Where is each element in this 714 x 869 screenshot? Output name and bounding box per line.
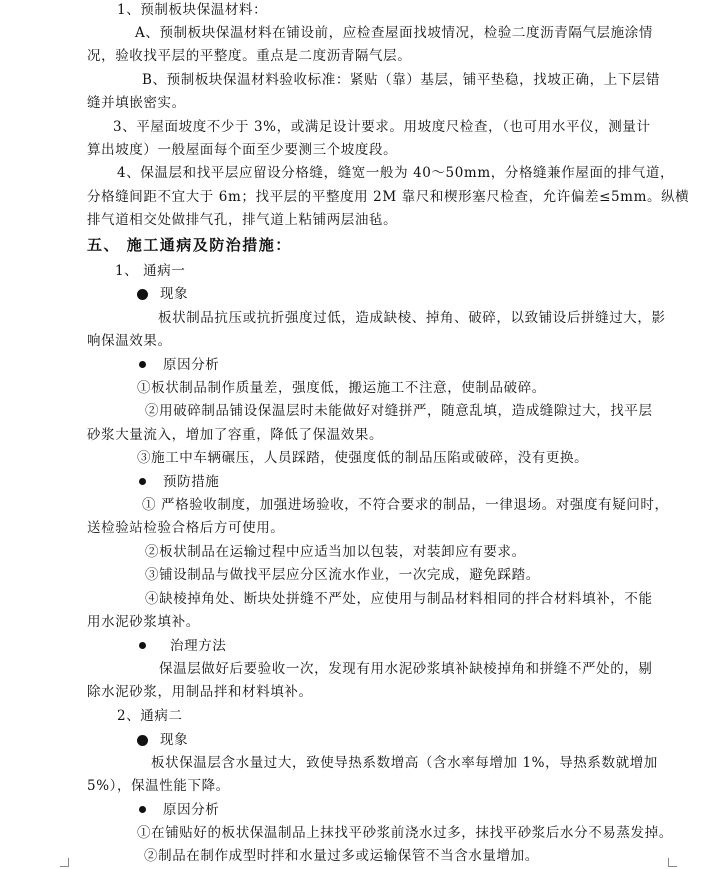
text-line: ④缺棱掉角处、断块处拼缝不严处，应使用与制品材料相同的拌合材料填补，不能 bbox=[145, 591, 653, 607]
text-line: 板状保温层含水量过大，致使导热系数增高（含水率每增加 1%，导热系数就增加 bbox=[151, 755, 658, 771]
text-line: ③铺设制品与做找平层应分区流水作业，一次完成，避免踩踏。 bbox=[145, 567, 540, 583]
text-line: ③施工中车辆碾压，人员踩踏，使强度低的制品压陷或破碎，没有更换。 bbox=[137, 450, 589, 466]
text-line: 况，验收找平层的平整度。重点是二度沥青隔气层。 bbox=[87, 48, 412, 64]
text-line: 预防措施 bbox=[163, 474, 220, 490]
text-line: 板状制品抗压或抗折强度过低，造成缺棱、掉角、破碎，以致铺设后拼缝过大，影 bbox=[158, 310, 666, 326]
text-line: 4、保温层和找平层应留设分格缝，缝宽一般为 40～50mm，分格缝兼作屋面的排气道， bbox=[117, 165, 675, 181]
bullet-icon bbox=[139, 642, 146, 649]
text-line: 保温层做好后要验收一次，发现有用水泥砂浆填补缺棱掉角和拼缝不严处的，剔 bbox=[159, 661, 653, 677]
text-line: 1、预制板块保温材料： bbox=[117, 2, 268, 18]
text-line: 除水泥砂浆，用制品拌和材料填补。 bbox=[87, 684, 313, 700]
text-line: A、预制板块保温材料在铺设前，应检查屋面找坡情况，检验二度沥青隔气层施涂情 bbox=[135, 25, 653, 41]
text-line: 治理方法 bbox=[170, 638, 227, 654]
page-corner-mark-left bbox=[60, 858, 69, 867]
bullet-icon bbox=[137, 735, 148, 746]
text-line: 用水泥砂浆填补。 bbox=[87, 614, 200, 630]
text-line: 缝并填嵌密实。 bbox=[87, 95, 186, 111]
text-line: 现象 bbox=[160, 732, 189, 748]
text-line: 现象 bbox=[160, 286, 189, 302]
bullet-icon bbox=[137, 289, 148, 300]
bullet-icon bbox=[139, 478, 146, 485]
text-line: 原因分析 bbox=[163, 802, 220, 818]
text-line: ①在铺贴好的板状保温制品上抹找平砂浆前浇水过多，抹找平砂浆后水分不易蒸发掉。 bbox=[137, 825, 673, 841]
section-heading: 五、 施工通病及防治措施： bbox=[87, 236, 292, 254]
text-line: ① 严格验收制度，加强进场验收，不符合要求的制品，一律退场。对强度有疑问时， bbox=[142, 497, 669, 513]
text-line: 响保温效果。 bbox=[87, 333, 172, 349]
text-line: 分格缝间距不宜大于 6m；找平层的平整度用 2M 靠尺和楔形塞尺检查，允许偏差≤5mm。纵横 bbox=[87, 189, 690, 205]
page-corner-mark-right bbox=[668, 858, 677, 867]
text-line: B、预制板块保温材料验收标准：紧贴（靠）基层，铺平垫稳，找坡正确，上下层错 bbox=[142, 72, 661, 88]
text-line: 原因分析 bbox=[163, 357, 220, 373]
text-line: ②制品在制作成型时拌和水量过多或运输保管不当含水量增加。 bbox=[144, 848, 539, 864]
text-line: 送检验站检验合格后方可使用。 bbox=[87, 520, 285, 536]
text-line: ①板状制品制作质量差，强度低，搬运施工不注意，使制品破碎。 bbox=[137, 380, 546, 396]
text-line: ②板状制品在运输过程中应适当加以包装，对装卸应有要求。 bbox=[145, 544, 526, 560]
bullet-icon bbox=[139, 806, 146, 813]
text-line: 3、平屋面坡度不少于 3%，或满足设计要求。用坡度尺检查，（也可用水平仪，测量计 bbox=[113, 119, 651, 135]
text-line: 5%），保温性能下降。 bbox=[87, 778, 230, 794]
text-line: 2、通病二 bbox=[117, 708, 183, 724]
text-line: 算出坡度）一般屋面每个面至少要测三个坡度段。 bbox=[87, 142, 398, 158]
text-line: 砂浆大量流入，增加了容重，降低了保温效果。 bbox=[87, 427, 384, 443]
text-line: ②用破碎制品铺设保温层时未能做好对缝拼严，随意乱填，造成缝隙过大，找平层 bbox=[145, 403, 653, 419]
text-line: 1、 通病一 bbox=[115, 263, 186, 279]
text-line: 排气道相交处做排气孔，排气道上粘铺两层油毡。 bbox=[87, 212, 398, 228]
bullet-icon bbox=[139, 361, 146, 368]
